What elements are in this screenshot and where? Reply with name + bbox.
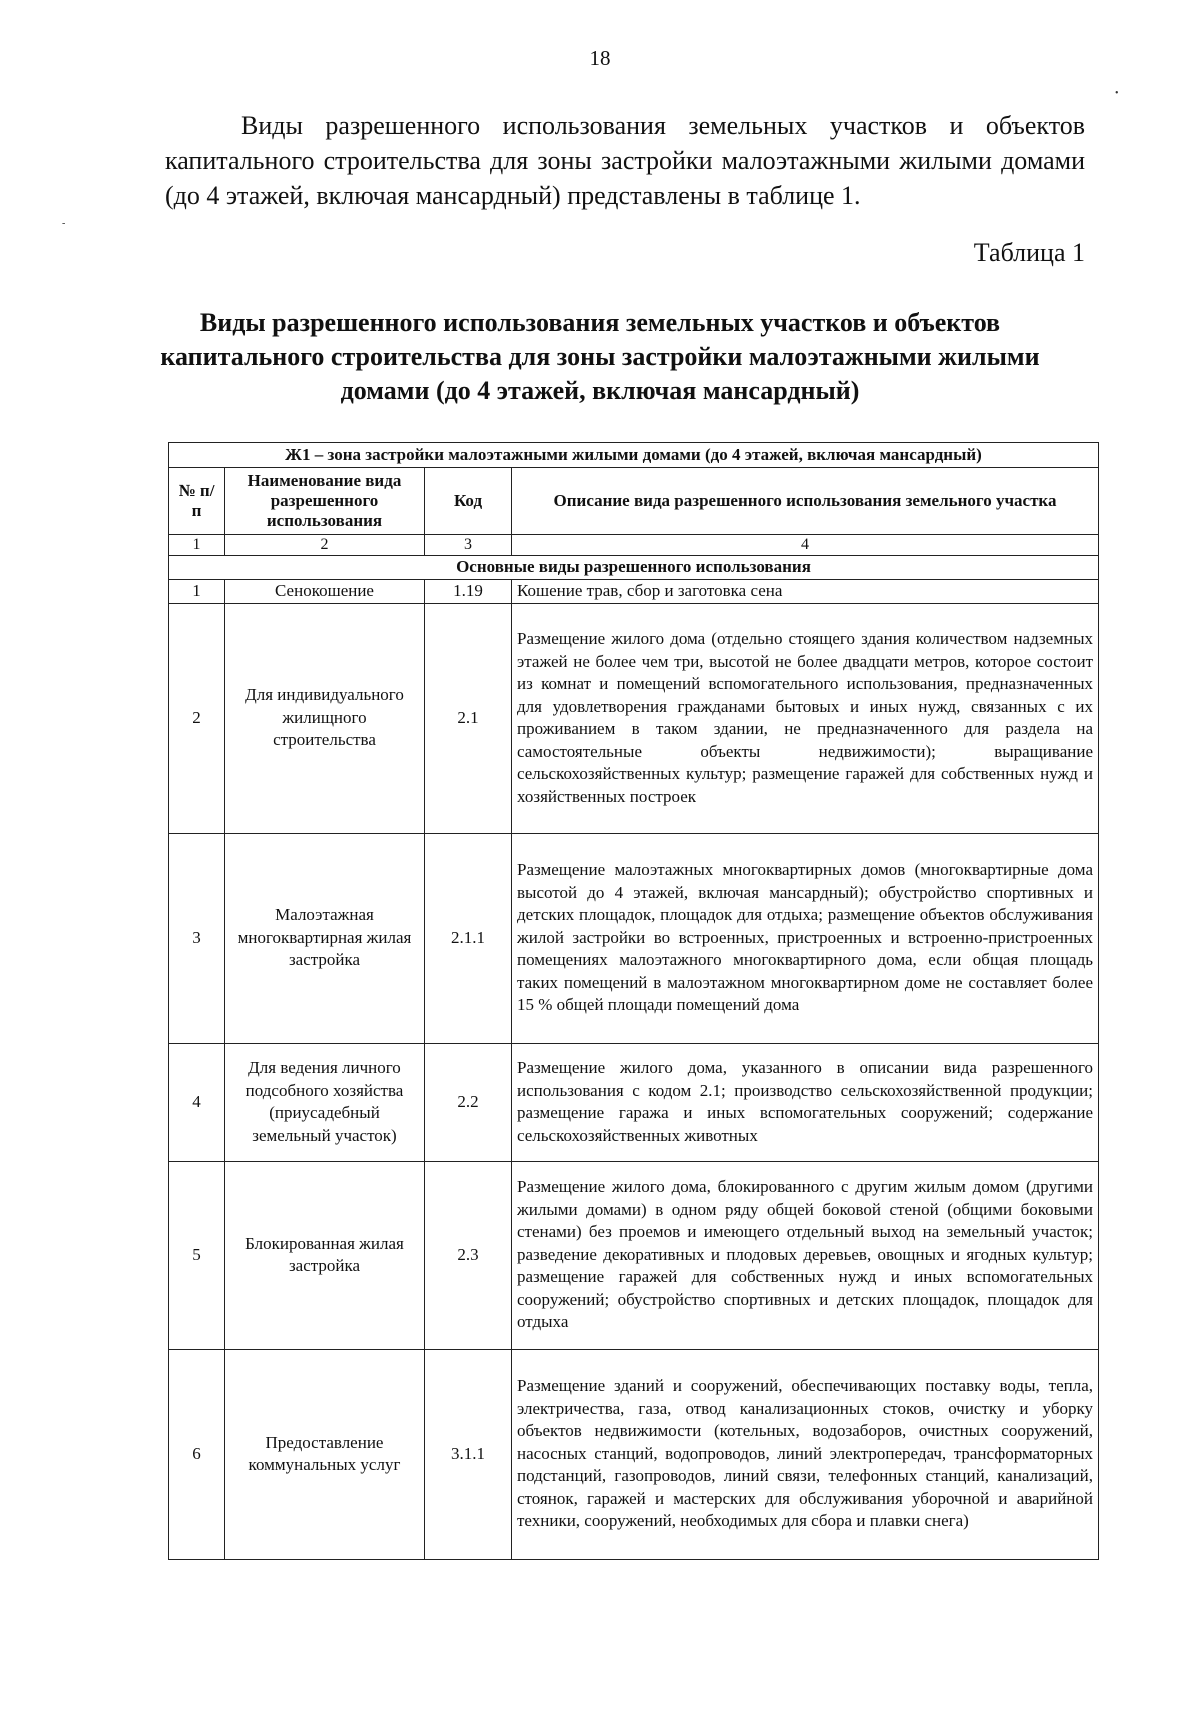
row-name: Сенокошение xyxy=(225,579,425,603)
scan-speck: - xyxy=(62,218,66,229)
row-name: Блокированная жилая застройка xyxy=(225,1161,425,1349)
row-code: 2.2 xyxy=(425,1043,512,1161)
row-num: 3 xyxy=(169,833,225,1043)
row-num: 6 xyxy=(169,1349,225,1559)
row-desc: Размещение жилого дома, блокированного с другим жилым домом (другими жилыми домами) в одном ряду общей боковой стеной (общими боковыми стенами) без проемов и имеющего отдельный выход на земельный участок; разведение декоративных и плодовых деревьев, овощных и ягодных культур; размещение гаражей для собственных нужд и иных вспомогательных сооружений; обустройство спортивных и детских площадок, площадок для отдыха xyxy=(512,1161,1099,1349)
row-num: 5 xyxy=(169,1161,225,1349)
col-header-desc: Описание вида разрешенного использования земельного участка xyxy=(512,468,1099,535)
row-desc: Размещение малоэтажных многоквартирных домов (многоквартирные дома высотой до 4 этажей, включая мансардный); обустройство спортивных и детских площадок, площадок для отдыха; размещение объектов обслуживания жилой застройки во встроенных, пристроенных и встроенно-пристроенных помещениях малоэтажного многоквартирного дома, если общая площадь таких помещений в малоэтажном многоквартирном доме не составляет более 15 % общей площади помещений дома xyxy=(512,833,1099,1043)
scan-speck: • xyxy=(1115,88,1119,99)
col-index: 4 xyxy=(512,535,1099,556)
row-desc: Размещение зданий и сооружений, обеспечивающих поставку воды, тепла, электричества, газа, отвод канализационных стоков, очистку и уборку объектов недвижимости (котельных, водозаборов, очистных сооружений, насосных станций, водопроводов, линий электропередач, трансформаторных подстанций, газопроводов, линий связи, телефонных станций, канализаций, стоянок, гаражей и мастерских для обслуживания уборочной и аварийной техники, сооружений, необходимых для сбора и плавки снега) xyxy=(512,1349,1099,1559)
table-row xyxy=(169,603,1099,833)
row-num: 4 xyxy=(169,1043,225,1161)
row-code: 2.1.1 xyxy=(425,833,512,1043)
row-code: 2.1 xyxy=(425,603,512,833)
section-title: Основные виды разрешенного использования xyxy=(169,556,1099,580)
col-index: 2 xyxy=(225,535,425,556)
col-header-num: № п/п xyxy=(169,468,225,535)
col-header-code: Код xyxy=(425,468,512,535)
column-header-row xyxy=(169,468,1099,535)
table-row xyxy=(169,1349,1099,1559)
zone-header: Ж1 – зона застройки малоэтажными жилыми домами (до 4 этажей, включая мансардный) xyxy=(169,443,1099,468)
col-index: 3 xyxy=(425,535,512,556)
col-index: 1 xyxy=(169,535,225,556)
row-desc: Размещение жилого дома, указанного в описании вида разрешенного использования с кодом 2.1; производство сельскохозяйственной продукции; размещение гаража и иных вспомогательных сооружений; содержание сельскохозяйственных животных xyxy=(512,1043,1099,1161)
row-num: 1 xyxy=(169,579,225,603)
table-row xyxy=(169,579,1099,603)
intro-paragraph: Виды разрешенного использования земельных участков и объектов капитального строительства для зоны застройки малоэтажными жилыми домами (до 4 этажей, включая мансардный) представлены в таблице 1. xyxy=(165,111,1085,210)
table-title: Виды разрешенного использования земельных участков и объектов капитального строительства для зоны застройки малоэтажными жилыми домами (до 4 этажей, включая мансардный) xyxy=(160,308,1040,405)
row-desc: Размещение жилого дома (отдельно стоящего здания количеством надземных этажей не более чем три, высотой не более двадцати метров, которое состоит из комнат и помещений вспомогательного использования, предназначенных для удовлетворения гражданами бытовых и иных нужд, связанных с их проживанием в таком здании, не предназначенного для раздела на самостоятельные объекты недвижимости); выращивание сельскохозяйственных культур; размещение гаражей для собственных нужд и хозяйственных построек xyxy=(512,603,1099,833)
table-row xyxy=(169,1161,1099,1349)
table-label: Таблица 1 xyxy=(973,238,1085,267)
row-desc: Кошение трав, сбор и заготовка сена xyxy=(512,579,1099,603)
page-number: 18 xyxy=(589,46,611,70)
row-name: Для ведения личного подсобного хозяйства (приусадебный земельный участок) xyxy=(225,1043,425,1161)
land-use-table xyxy=(168,442,1099,1560)
row-code: 3.1.1 xyxy=(425,1349,512,1559)
row-name: Предоставление коммунальных услуг xyxy=(225,1349,425,1559)
table-row xyxy=(169,833,1099,1043)
row-name: Для индивидуального жилищного строительства xyxy=(225,603,425,833)
row-num: 2 xyxy=(169,603,225,833)
row-code: 2.3 xyxy=(425,1161,512,1349)
row-name: Малоэтажная многоквартирная жилая застройка xyxy=(225,833,425,1043)
row-code: 1.19 xyxy=(425,579,512,603)
column-index-row xyxy=(169,535,1099,556)
table-row xyxy=(169,1043,1099,1161)
section-row xyxy=(169,556,1099,580)
col-header-name: Наименование вида разрешенного использования xyxy=(225,468,425,535)
zone-header-row xyxy=(169,443,1099,468)
